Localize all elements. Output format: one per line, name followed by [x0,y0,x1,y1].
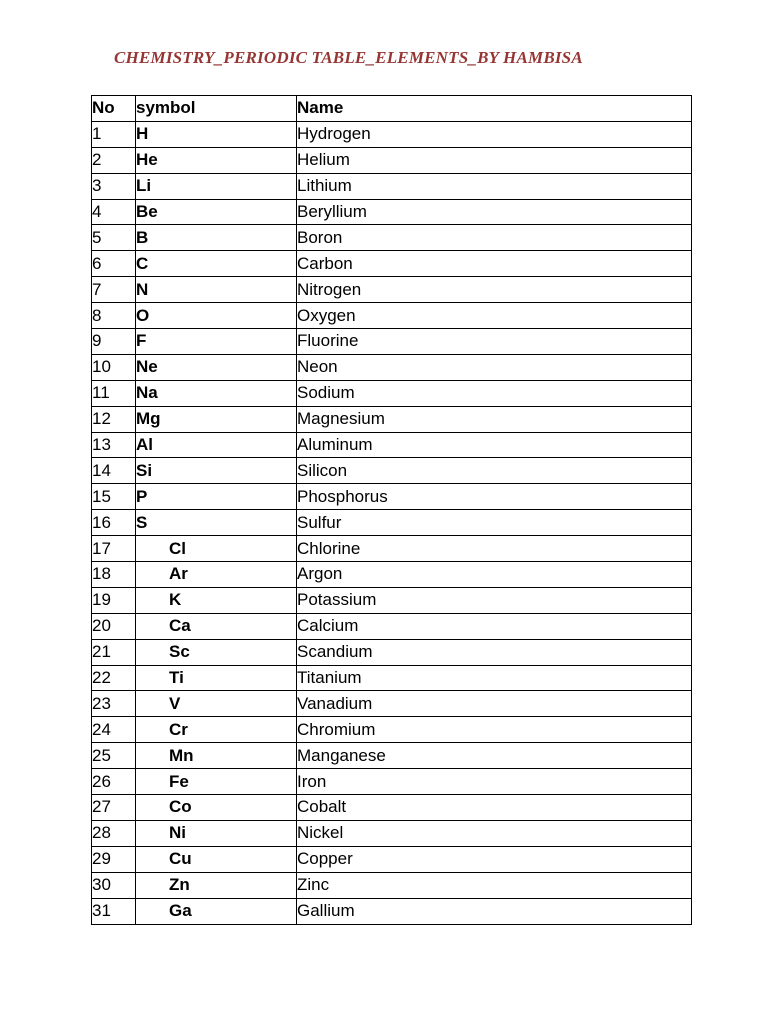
element-symbol: Li [136,173,297,199]
element-number: 30 [92,872,136,898]
elements-table [91,95,692,925]
element-number: 12 [92,406,136,432]
element-symbol: O [136,303,297,329]
element-number: 19 [92,587,136,613]
element-number: 29 [92,846,136,872]
element-name: Phosphorus [297,484,692,510]
element-name: Chlorine [297,536,692,562]
element-name: Zinc [297,872,692,898]
element-name: Nickel [297,820,692,846]
element-name: Potassium [297,587,692,613]
element-symbol: Cl [136,536,297,562]
table-row [92,484,692,510]
element-number: 14 [92,458,136,484]
element-number: 4 [92,199,136,225]
element-number: 5 [92,225,136,251]
table-row [92,510,692,536]
table-row [92,432,692,458]
element-number: 22 [92,665,136,691]
element-symbol: Mg [136,406,297,432]
element-symbol: B [136,225,297,251]
table-row [92,536,692,562]
element-number: 27 [92,795,136,821]
element-symbol: F [136,329,297,355]
element-number: 28 [92,820,136,846]
element-number: 9 [92,329,136,355]
element-number: 26 [92,769,136,795]
element-symbol: Ne [136,354,297,380]
element-symbol: C [136,251,297,277]
element-name: Aluminum [297,432,692,458]
element-number: 17 [92,536,136,562]
element-name: Neon [297,354,692,380]
element-symbol: He [136,147,297,173]
element-symbol: Cu [136,846,297,872]
header-no: No [92,96,136,122]
element-name: Manganese [297,743,692,769]
document-title: CHEMISTRY_PERIODIC TABLE_ELEMENTS_BY HAMBISA [114,48,583,67]
element-number: 24 [92,717,136,743]
table-row [92,251,692,277]
element-name: Oxygen [297,303,692,329]
element-name: Scandium [297,639,692,665]
element-symbol: Sc [136,639,297,665]
element-symbol: P [136,484,297,510]
element-symbol: Cr [136,717,297,743]
element-name: Beryllium [297,199,692,225]
table-row [92,613,692,639]
element-number: 18 [92,562,136,588]
table-header-row [92,96,692,122]
element-symbol: Co [136,795,297,821]
element-symbol: N [136,277,297,303]
table-row [92,665,692,691]
table-row [92,846,692,872]
element-name: Helium [297,147,692,173]
table-row [92,147,692,173]
table-row [92,277,692,303]
table-row [92,562,692,588]
element-symbol: K [136,587,297,613]
element-number: 8 [92,303,136,329]
element-symbol: Fe [136,769,297,795]
element-symbol: Na [136,380,297,406]
element-number: 10 [92,354,136,380]
table-row [92,717,692,743]
element-name: Nitrogen [297,277,692,303]
table-row [92,820,692,846]
element-name: Vanadium [297,691,692,717]
element-symbol: Zn [136,872,297,898]
element-symbol: Ni [136,820,297,846]
table-row [92,898,692,924]
table-body [92,121,692,924]
element-symbol: H [136,121,297,147]
element-name: Sodium [297,380,692,406]
element-number: 11 [92,380,136,406]
element-symbol: Ga [136,898,297,924]
element-number: 6 [92,251,136,277]
table-row [92,795,692,821]
element-name: Copper [297,846,692,872]
table-row [92,691,692,717]
table-row [92,743,692,769]
element-name: Hydrogen [297,121,692,147]
element-number: 31 [92,898,136,924]
element-symbol: Ti [136,665,297,691]
table-row [92,458,692,484]
element-symbol: Be [136,199,297,225]
element-number: 21 [92,639,136,665]
element-number: 2 [92,147,136,173]
element-name: Iron [297,769,692,795]
element-symbol: Al [136,432,297,458]
header-symbol: symbol [136,96,297,122]
element-name: Boron [297,225,692,251]
element-number: 25 [92,743,136,769]
element-name: Gallium [297,898,692,924]
element-name: Chromium [297,717,692,743]
element-number: 1 [92,121,136,147]
table-row [92,329,692,355]
table-row [92,354,692,380]
element-symbol: Si [136,458,297,484]
element-number: 15 [92,484,136,510]
element-number: 3 [92,173,136,199]
table-row [92,769,692,795]
table-row [92,225,692,251]
element-name: Silicon [297,458,692,484]
element-symbol: Mn [136,743,297,769]
element-number: 16 [92,510,136,536]
element-name: Argon [297,562,692,588]
table-row [92,380,692,406]
element-name: Titanium [297,665,692,691]
element-symbol: Ca [136,613,297,639]
element-number: 23 [92,691,136,717]
element-name: Carbon [297,251,692,277]
table-row [92,121,692,147]
element-number: 20 [92,613,136,639]
element-number: 13 [92,432,136,458]
element-name: Magnesium [297,406,692,432]
element-symbol: Ar [136,562,297,588]
element-symbol: S [136,510,297,536]
table-row [92,587,692,613]
element-number: 7 [92,277,136,303]
table-row [92,199,692,225]
table-row [92,639,692,665]
header-name: Name [297,96,692,122]
element-name: Fluorine [297,329,692,355]
element-name: Sulfur [297,510,692,536]
table-row [92,872,692,898]
element-name: Calcium [297,613,692,639]
table-row [92,173,692,199]
table-row [92,406,692,432]
element-symbol: V [136,691,297,717]
element-name: Cobalt [297,795,692,821]
table-row [92,303,692,329]
element-name: Lithium [297,173,692,199]
